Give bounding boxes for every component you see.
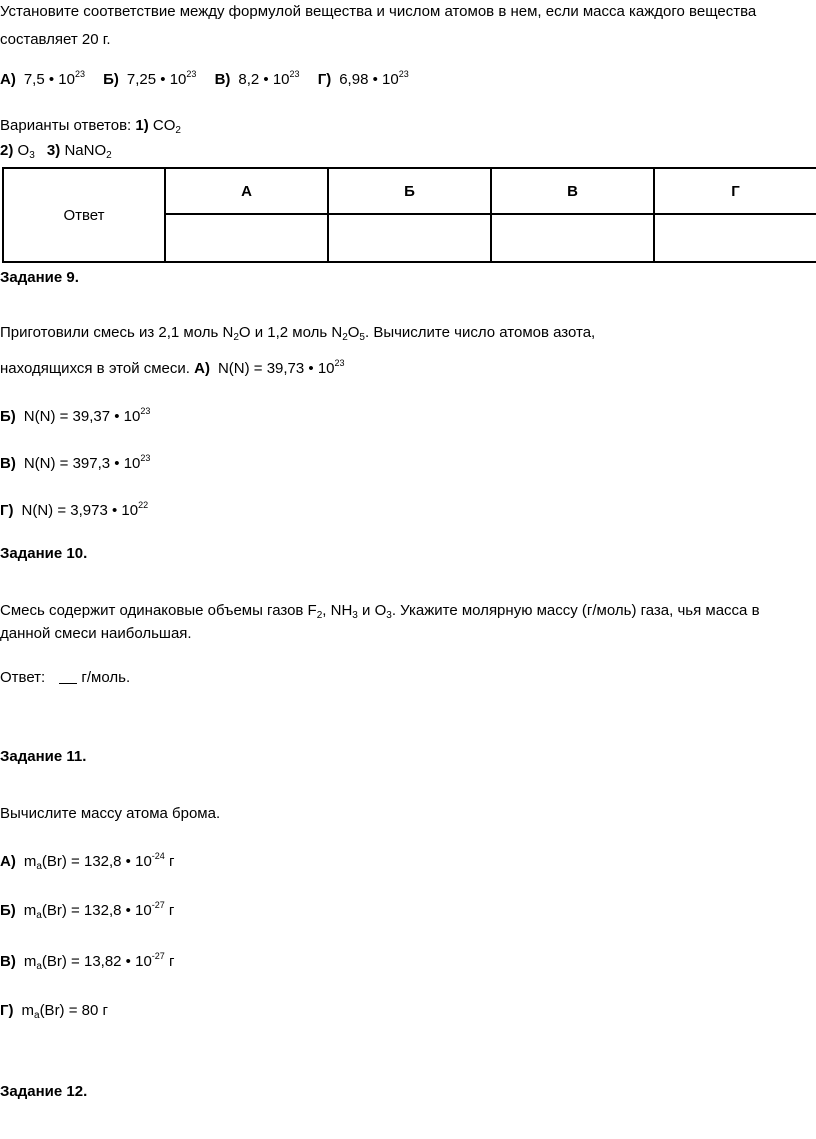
option-exponent: 23 [140,406,151,416]
variant-subscript: 2 [106,150,112,161]
answer-cell-v[interactable] [491,214,654,262]
option-letter: Г) [0,1002,14,1019]
task9-sub-c: 5 [359,332,365,343]
answer-label: Ответ: [0,669,46,686]
option-symbol: m [23,853,37,870]
task9-option-g [0,501,148,521]
task10-sub-c: 3 [386,610,392,621]
variant-subscript: 3 [29,150,35,161]
option-letter: А) [0,853,16,870]
option-value: 7,25 • 10 [126,71,187,88]
answer-header-b: Б [328,168,491,214]
task11-option-b [0,901,174,921]
option-exponent: -27 [151,900,165,910]
variant-number: 3) [46,142,61,159]
task9-option-b [0,407,150,427]
option-value: N(N) = 39,37 • 10 [23,408,141,425]
option-value: 8,2 • 10 [238,71,290,88]
option-value: N(N) = 39,73 • 10 [217,360,335,377]
task8-line2: составляет 20 г. [0,31,111,48]
answer-table [2,167,816,263]
task10-text-b: , NH [322,602,353,619]
task9-text-line1 [0,323,595,343]
option-value: (Br) = 80 г [39,1002,108,1019]
task12-title [0,1082,87,1102]
option-exponent: 23 [398,69,409,79]
task10-answer [0,668,130,688]
task10-text-c: и O [357,602,387,619]
task9-text-b: O и 1,2 моль N [238,324,343,341]
task8-variants-line2 [0,141,112,161]
option-letter: Б) [0,408,16,425]
task10-text-line2: данной смеси наибольшая. [0,625,192,642]
answer-header-v: В [491,168,654,214]
option-exponent: 23 [289,69,300,79]
option-unit: г [164,853,175,870]
task12-title-text: Задание 12. [0,1083,88,1100]
option-symbol: m [21,1002,34,1019]
option-unit: г [164,902,175,919]
task8-options [0,70,409,90]
option-value: N(N) = 397,3 • 10 [23,455,141,472]
option-exponent: 23 [140,453,151,463]
option-value: (Br) = 132,8 • 10 [41,853,152,870]
answer-row-label: Ответ [3,168,165,262]
option-value: (Br) = 13,82 • 10 [41,953,152,970]
option-letter: А) [194,360,210,377]
task9-text-d: . Вычислите число атомов азота, [364,324,596,341]
task10-sub-b: 3 [352,610,358,621]
task9-title [0,268,79,288]
option-exponent: 23 [74,69,85,79]
task8-line1: Установите соответствие между формулой вещества и числом атомов в нем, если масса каждого вещества [0,3,757,20]
task10-sub-a: 2 [316,610,323,621]
answer-cell-g[interactable] [654,214,816,262]
task9-text-line2 [0,359,345,379]
option-letter: Б) [103,71,119,88]
variant-subscript: 2 [175,125,181,136]
option-value: (Br) = 132,8 • 10 [41,902,152,919]
task9-sub-a: 2 [233,332,239,343]
task9-sub-b: 2 [342,332,348,343]
option-subscript: a [34,1010,40,1021]
task11-text: Вычислите массу атома брома. [0,805,221,822]
answer-cell-a[interactable] [165,214,328,262]
option-letter: А) [0,71,16,88]
option-value: 6,98 • 10 [339,71,399,88]
task11-option-g [0,1001,108,1021]
answer-header-a: А [165,168,328,214]
option-exponent: -24 [151,851,165,861]
task9-option-v [0,454,150,474]
option-letter: В) [214,71,231,88]
variant-number: 1) [135,117,149,134]
option-subscript: a [36,961,42,972]
option-symbol: m [23,902,37,919]
task10-text-a: Смесь содержит одинаковые объемы газов F [0,602,317,619]
task9-title-text: Задание 9. [0,269,79,286]
task11-title [0,747,86,767]
task9-text-a: Приготовили смесь из 2,1 моль N [0,324,234,341]
answer-blank[interactable] [59,669,77,684]
task10-title [0,544,87,564]
answer-header-g: Г [654,168,816,214]
task8-variants-line1 [0,116,181,136]
task9-text-c: O [347,324,360,341]
option-letter: Г) [317,71,332,88]
task10-text-d: . Укажите молярную массу (г/моль) газа, чья масса в [391,602,760,619]
option-symbol: m [23,953,37,970]
option-value: 7,5 • 10 [23,71,75,88]
variant-formula: NaNO [64,142,107,159]
option-unit: г [164,953,175,970]
variant-formula: O [17,142,30,159]
option-exponent: 23 [186,69,197,79]
answer-unit: г/моль. [81,669,131,686]
option-value: N(N) = 3,973 • 10 [21,502,139,519]
variant-number: 2) [0,142,14,159]
option-exponent: 22 [138,500,149,510]
task11-option-v [0,952,174,972]
option-exponent: 23 [334,358,345,368]
task11-title-text: Задание 11. [0,748,87,765]
option-subscript: a [36,861,42,872]
option-letter: В) [0,953,16,970]
option-subscript: a [36,910,42,921]
task10-text-line1 [0,601,760,621]
option-letter: Б) [0,902,16,919]
answer-cell-b[interactable] [328,214,491,262]
option-letter: Г) [0,502,14,519]
option-letter: В) [0,455,16,472]
option-exponent: -27 [151,951,165,961]
task10-title-text: Задание 10. [0,545,88,562]
variants-label: Варианты ответов: [0,117,132,134]
task9-line2-text: находящихся в этой смеси. [0,360,190,377]
variant-formula: CO [152,117,176,134]
task11-option-a [0,852,174,872]
